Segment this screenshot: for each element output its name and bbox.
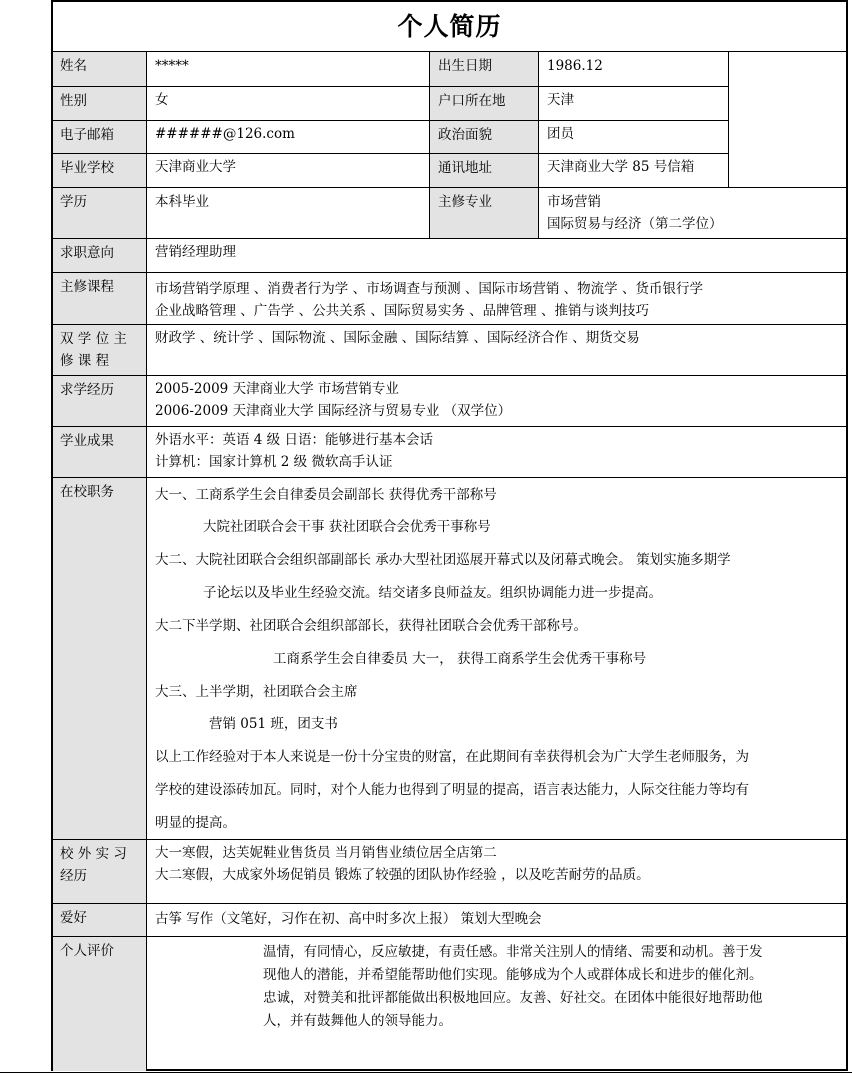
gender-value: 女 bbox=[155, 92, 169, 108]
name-value: ***** bbox=[155, 58, 189, 74]
second-degree-value: 财政学 、统计学 、国际物流 、国际金融 、国际结算 、国际经济合作 、期货交易 bbox=[155, 330, 640, 346]
label-second-degree-line1: 双 学 位 主 bbox=[60, 331, 127, 347]
label-internship-line1: 校 外 实 习 bbox=[60, 846, 127, 862]
achievements-line1: 外语水平：英语 4 级 日语：能够进行基本会话 bbox=[155, 432, 433, 448]
label-school: 毕业学校 bbox=[53, 154, 146, 187]
self-eval-line: 忠诚，对赞美和批评都能做出积极地回应。友善、好社交。在团体中能很好地帮助他 bbox=[263, 990, 763, 1006]
label-major: 主修专业 bbox=[430, 188, 538, 238]
label-degree: 学历 bbox=[53, 188, 146, 238]
label-address: 通讯地址 bbox=[430, 154, 538, 187]
political-value: 团员 bbox=[547, 126, 574, 142]
label-political: 政治面貌 bbox=[430, 121, 538, 153]
education-line2: 2006-2009 天津商业大学 国际经济与贸易专业 （双学位） bbox=[155, 403, 512, 419]
page-title: 个人简历 bbox=[397, 12, 502, 41]
email-value: ######@126.com bbox=[155, 126, 295, 142]
birth-value: 1986.12 bbox=[547, 58, 603, 74]
label-hobbies: 爱好 bbox=[53, 904, 146, 936]
school-value: 天津商业大学 bbox=[155, 159, 236, 175]
label-name: 姓名 bbox=[53, 52, 146, 86]
duty-line: 大院社团联合会干事 获社团联合会优秀干事称号 bbox=[203, 519, 491, 535]
label-second-degree-line2: 修 课 程 bbox=[60, 353, 110, 369]
label-objective: 求职意向 bbox=[53, 239, 146, 272]
duty-line: 明显的提高。 bbox=[155, 815, 236, 831]
education-line1: 2005-2009 天津商业大学 市场营销专业 bbox=[155, 381, 399, 397]
label-achievements: 学业成果 bbox=[53, 427, 146, 477]
duty-line: 子论坛以及毕业生经验交流。结交诸多良师益友。组织协调能力进一步提高。 bbox=[203, 585, 662, 601]
hukou-value: 天津 bbox=[547, 92, 574, 108]
resume-table bbox=[51, 0, 848, 1071]
self-eval-line: 温情，有同情心，反应敏捷，有责任感。非常关注别人的情绪、需要和动机。善于发 bbox=[263, 944, 763, 960]
label-internship bbox=[53, 840, 146, 903]
duty-line: 大一、工商系学生会自律委员会副部长 获得优秀干部称号 bbox=[155, 487, 497, 503]
self-eval-line: 现他人的潜能，并希望能帮助他们实现。能够成为个人或群体成长和进步的催化剂。 bbox=[263, 967, 763, 983]
duty-line: 以上工作经验对于本人来说是一份十分宝贵的财富，在此期间有幸获得机会为广大学生老师服务，为 bbox=[155, 749, 749, 765]
address-value: 天津商业大学 85 号信箱 bbox=[547, 159, 695, 175]
label-birth: 出生日期 bbox=[430, 52, 538, 86]
label-self-eval: 个人评价 bbox=[53, 937, 146, 1071]
objective-value: 营销经理助理 bbox=[155, 244, 236, 260]
label-education: 求学经历 bbox=[53, 376, 146, 426]
duty-line: 营销 051 班，团支书 bbox=[209, 716, 338, 732]
self-eval-line: 人，并有鼓舞他人的领导能力。 bbox=[263, 1013, 452, 1029]
courses-line2: 企业战略管理 、广告学 、公共关系 、国际贸易实务 、品牌管理 、推销与谈判技巧 bbox=[155, 303, 649, 319]
major-value-2: 国际贸易与经济（第二学位） bbox=[547, 216, 723, 232]
achievements-line2: 计算机：国家计算机 2 级 微软高手认证 bbox=[155, 454, 393, 470]
label-hukou: 户口所在地 bbox=[430, 87, 538, 120]
label-internship-line2: 经历 bbox=[60, 868, 87, 884]
hobbies-value: 古筝 写作（文笔好，习作在初、高中时多次上报） 策划大型晚会 bbox=[155, 911, 542, 927]
label-email: 电子邮箱 bbox=[53, 121, 146, 153]
page-bottom-rule bbox=[0, 1072, 852, 1073]
duty-line: 大二、大院社团联合会组织部副部长 承办大型社团巡展开幕式以及闭幕式晚会。 策划实施多期学 bbox=[155, 552, 731, 568]
courses-line1: 市场营销学原理 、消费者行为学 、市场调查与预测 、国际市场营销 、物流学 、货币银行学 bbox=[155, 281, 703, 297]
major-value-1: 市场营销 bbox=[547, 194, 601, 210]
internship-line2: 大二寒假，大成家外场促销员 锻炼了较强的团队协作经验 ，以及吃苦耐劳的品质。 bbox=[155, 867, 650, 883]
label-gender: 性别 bbox=[53, 87, 146, 120]
duty-line: 大二下半学期、社团联合会组织部部长，获得社团联合会优秀干部称号。 bbox=[155, 618, 587, 634]
label-duties: 在校职务 bbox=[53, 478, 146, 839]
duty-line: 大三、上半学期，社团联合会主席 bbox=[155, 684, 358, 700]
internship-line1: 大一寒假，达芙妮鞋业售货员 当月销售业绩位居全店第二 bbox=[155, 845, 497, 861]
duty-line: 学校的建设添砖加瓦。同时，对个人能力也得到了明显的提高，语言表达能力，人际交往能力等均有 bbox=[155, 782, 749, 798]
degree-value: 本科毕业 bbox=[155, 194, 209, 210]
label-second-degree bbox=[53, 325, 146, 375]
label-courses: 主修课程 bbox=[53, 273, 146, 324]
duty-line: 工商系学生会自律委员 大一， 获得工商系学生会优秀干事称号 bbox=[273, 651, 647, 667]
